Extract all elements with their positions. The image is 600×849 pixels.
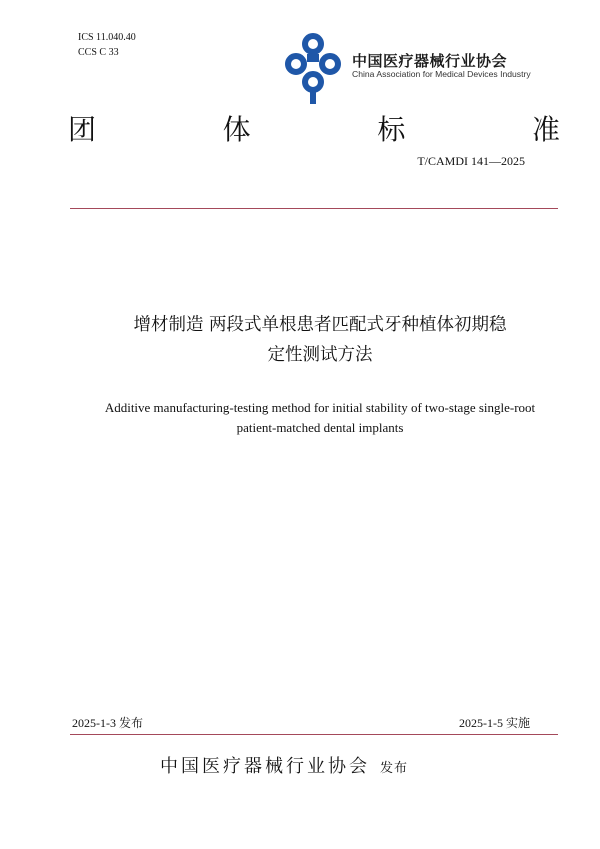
publisher-name: 中国医疗器械行业协会 bbox=[160, 756, 370, 777]
camdi-logo-icon bbox=[282, 32, 344, 106]
title-cn bbox=[60, 310, 580, 370]
implement-date: 2025-1-5 实施 bbox=[459, 716, 530, 730]
standard-type-char: 标 bbox=[377, 113, 406, 146]
standard-type-char: 准 bbox=[531, 113, 560, 146]
bottom-divider bbox=[70, 734, 558, 735]
publisher-suffix: 发布 bbox=[380, 761, 409, 776]
title-en-line: Additive manufacturing-testing method for initial stability of two-stage single-root bbox=[104, 400, 536, 415]
title-en-line: patient-matched dental implants bbox=[236, 420, 404, 435]
ccs-code: CCS C 33 bbox=[78, 47, 119, 58]
publish-date: 2025-1-3 发布 bbox=[72, 716, 143, 730]
org-name-cn: 中国医疗器械行业协会 bbox=[352, 52, 508, 70]
standard-type-char: 团 bbox=[68, 113, 97, 146]
org-name-en: China Association for Medical Devices Industry bbox=[352, 69, 531, 79]
footer-publisher bbox=[160, 752, 408, 778]
standard-type bbox=[68, 108, 560, 148]
standard-type-char: 体 bbox=[222, 113, 251, 146]
title-cn-line: 增材制造 两段式单根患者匹配式牙种植体初期稳 bbox=[133, 315, 507, 335]
ics-code: ICS 11.040.40 bbox=[78, 32, 136, 43]
title-en bbox=[60, 398, 580, 438]
title-cn-line: 定性测试方法 bbox=[267, 345, 373, 365]
top-divider bbox=[70, 208, 558, 209]
standard-number: T/CAMDI 141—2025 bbox=[417, 154, 525, 168]
